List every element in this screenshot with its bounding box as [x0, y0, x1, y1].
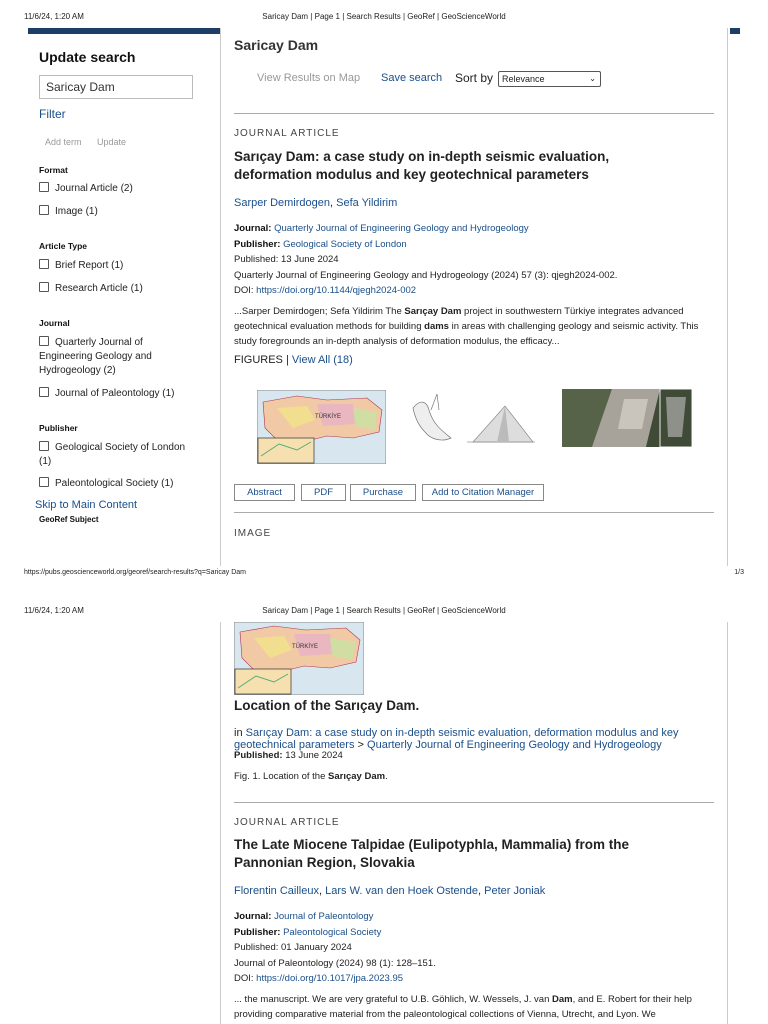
- svg-text:TÜRKİYE: TÜRKİYE: [315, 414, 342, 420]
- checkbox[interactable]: [39, 182, 49, 192]
- facet-article-type-heading: Article Type: [39, 241, 88, 251]
- image-result-map[interactable]: [234, 622, 364, 695]
- sort-by-label: Sort by: [455, 71, 494, 85]
- doi-label: DOI:: [234, 285, 254, 296]
- print-page-number: 1/3: [734, 569, 744, 576]
- site-header-bar: [28, 28, 220, 34]
- divider: [234, 512, 714, 513]
- result-snippet: ...Sarper Demirdogen; Sefa Yildirim The Sarıçay Dam project in southwestern Türkiye integrates advanced geotechnical evaluation methods for building dams in areas with challenging geology and seismic activity. This study foregrounds an in-depth analysis of deformation modulus, the efficacy...: [234, 306, 699, 347]
- image-result-context: [234, 727, 714, 751]
- facet-format-heading: Format: [39, 165, 68, 175]
- facet-journal-heading: Journal: [39, 318, 70, 328]
- print-url: https://pubs.geoscienceworld.org/georef/search-results?q=Saricay Dam: [24, 569, 246, 576]
- doi-label: DOI:: [234, 973, 254, 984]
- print-datetime: 11/6/24, 1:20 AM: [24, 606, 84, 615]
- print-title: Saricay Dam | Page 1 | Search Results | GeoRef | GeoScienceWorld: [262, 12, 506, 21]
- checkbox[interactable]: [39, 282, 49, 292]
- view-results-on-map-link[interactable]: View Results on Map: [257, 72, 361, 84]
- query-title: Saricay Dam: [234, 37, 319, 53]
- figures-row: [234, 354, 353, 366]
- sidebar-title: Update search: [39, 49, 136, 65]
- checkbox[interactable]: [39, 477, 49, 487]
- facet-option-label: Quarterly Journal of Engineering Geology and Hydrogeology (2): [39, 337, 152, 376]
- facet-option-label: Research Article (1): [55, 283, 143, 294]
- facet-option-label: Image (1): [55, 206, 98, 217]
- checkbox[interactable]: [39, 205, 49, 215]
- publisher-link[interactable]: Geological Society of London: [283, 238, 407, 250]
- image-result-published: Published: 13 June 2024: [234, 750, 343, 761]
- result-snippet: ... the manuscript. We are very grateful to U.B. Göhlich, W. Wessels, J. van Dam, and E. Robert for their help providing comparative material from the paleontological collections of Vienna, Utrecht, and Lyon. We: [234, 994, 692, 1020]
- image-result-title[interactable]: Location of the Sarıçay Dam.: [234, 698, 420, 713]
- facet-option-label: Journal Article (2): [55, 183, 133, 194]
- checkbox[interactable]: [39, 441, 49, 451]
- chevron-down-icon: ⌄: [589, 74, 596, 83]
- result-type: JOURNAL ARTICLE: [234, 817, 340, 828]
- author-link[interactable]: Lars W. van den Hoek Ostende: [325, 885, 478, 897]
- facet-option[interactable]: [39, 387, 199, 401]
- result-title[interactable]: Sarıçay Dam: a case study on in-depth seismic evaluation, deformation modulus and key geotechnical parameters: [234, 149, 610, 182]
- save-search-link[interactable]: Save search: [381, 72, 443, 84]
- result-title[interactable]: The Late Miocene Talpidae (Eulipotyphla, Mammalia) from the Pannonian Region, Slovakia: [234, 837, 630, 870]
- publisher-label: Publisher:: [234, 926, 281, 938]
- print-title: Saricay Dam | Page 1 | Search Results | GeoRef | GeoScienceWorld: [262, 606, 506, 615]
- citation: Journal of Paleontology (2024) 98 (1): 128–151.: [234, 957, 436, 969]
- figure-thumbnail-map[interactable]: [257, 390, 386, 464]
- published-date: Published: 01 January 2024: [234, 942, 352, 953]
- facet-option-label: Geological Society of London (1): [39, 442, 186, 467]
- published-date: Published: 13 June 2024: [234, 254, 339, 265]
- update-button[interactable]: Update: [97, 137, 127, 147]
- purchase-button[interactable]: Purchase: [350, 484, 416, 501]
- facet-option[interactable]: [39, 336, 167, 378]
- sort-select-value: Relevance: [502, 74, 545, 84]
- skip-to-main-link[interactable]: Skip to Main Content: [35, 499, 138, 511]
- search-input[interactable]: Saricay Dam: [39, 75, 193, 99]
- facet-option[interactable]: [39, 477, 199, 491]
- sidebar-divider: [220, 622, 221, 1024]
- facet-publisher-heading: Publisher: [39, 423, 78, 433]
- view-all-figures-link[interactable]: View All (18): [291, 354, 353, 366]
- facet-option-label: Paleontological Society (1): [55, 478, 174, 489]
- journal-label: Journal:: [234, 223, 272, 234]
- facet-option[interactable]: [39, 259, 199, 273]
- result-meta: [234, 221, 714, 299]
- content-right-border: [727, 622, 728, 1024]
- abstract-button[interactable]: Abstract: [234, 484, 295, 501]
- pdf-button[interactable]: PDF: [301, 484, 346, 501]
- checkbox[interactable]: [39, 259, 49, 269]
- add-term-button[interactable]: Add term: [45, 137, 82, 147]
- journal-link[interactable]: Journal of Paleontology: [274, 911, 374, 922]
- sidebar-divider: [220, 28, 221, 566]
- print-header: [0, 12, 768, 26]
- author-link[interactable]: Peter Joniak: [484, 885, 546, 897]
- figures-label: FIGURES |: [234, 354, 289, 366]
- facet-option[interactable]: [39, 182, 199, 196]
- figure-thumbnail-photo[interactable]: [562, 389, 692, 447]
- georef-subject-heading: GeoRef Subject: [39, 515, 99, 524]
- journal-label: Journal:: [234, 911, 272, 922]
- result-meta: [234, 909, 714, 987]
- divider: [234, 802, 714, 803]
- in-label: in: [234, 727, 243, 739]
- add-to-citation-manager-button[interactable]: Add to Citation Manager: [422, 484, 544, 501]
- print-datetime: 11/6/24, 1:20 AM: [24, 12, 84, 21]
- print-header: [0, 606, 768, 620]
- filter-link[interactable]: Filter: [39, 107, 66, 121]
- result-type: JOURNAL ARTICLE: [234, 128, 340, 139]
- result-authors: Sarper Demirdogen, Sefa Yildirim: [234, 197, 398, 209]
- content-right-border: [727, 28, 728, 566]
- image-result-caption: Fig. 1. Location of the Sarıçay Dam.: [234, 771, 388, 782]
- checkbox[interactable]: [39, 387, 49, 397]
- facet-option[interactable]: [39, 441, 199, 469]
- facet-option[interactable]: [39, 282, 199, 296]
- facet-option[interactable]: [39, 205, 199, 219]
- parent-article-link[interactable]: Sarıçay Dam: a case study on in-depth seismic evaluation, deformation modulus and key geotechnical parameters: [234, 727, 679, 751]
- figure-thumbnail-section[interactable]: [407, 390, 539, 450]
- author-link[interactable]: Sefa Yildirim: [336, 197, 398, 209]
- doi-link[interactable]: https://doi.org/10.1144/qjegh2024-002: [256, 285, 417, 296]
- author-link[interactable]: Florentin Cailleux: [234, 885, 319, 897]
- facet-option-label: Brief Report (1): [55, 260, 124, 271]
- doi-link[interactable]: https://doi.org/10.1017/jpa.2023.95: [256, 973, 404, 984]
- citation: Quarterly Journal of Engineering Geology and Hydrogeology (2024) 57 (3): qjegh2024-002.: [234, 269, 618, 281]
- publisher-label: Publisher:: [234, 238, 281, 250]
- parent-journal-link[interactable]: Quarterly Journal of Engineering Geology and Hydrogeology: [367, 739, 662, 751]
- author-link[interactable]: Sarper Demirdogen: [234, 197, 330, 209]
- journal-link[interactable]: Quarterly Journal of Engineering Geology and Hydrogeology: [274, 223, 529, 234]
- sort-select[interactable]: [498, 71, 601, 87]
- svg-text:TÜRKİYE: TÜRKİYE: [292, 644, 319, 650]
- divider: [234, 113, 714, 114]
- result-type: IMAGE: [234, 528, 272, 539]
- result-authors: Florentin Cailleux, Lars W. van den Hoek Ostende, Peter Joniak: [234, 885, 546, 897]
- site-header-bar-right: [730, 28, 740, 34]
- checkbox[interactable]: [39, 336, 49, 346]
- separator: >: [357, 739, 364, 751]
- publisher-link[interactable]: Paleontological Society: [283, 926, 382, 938]
- facet-option-label: Journal of Paleontology (1): [55, 388, 175, 399]
